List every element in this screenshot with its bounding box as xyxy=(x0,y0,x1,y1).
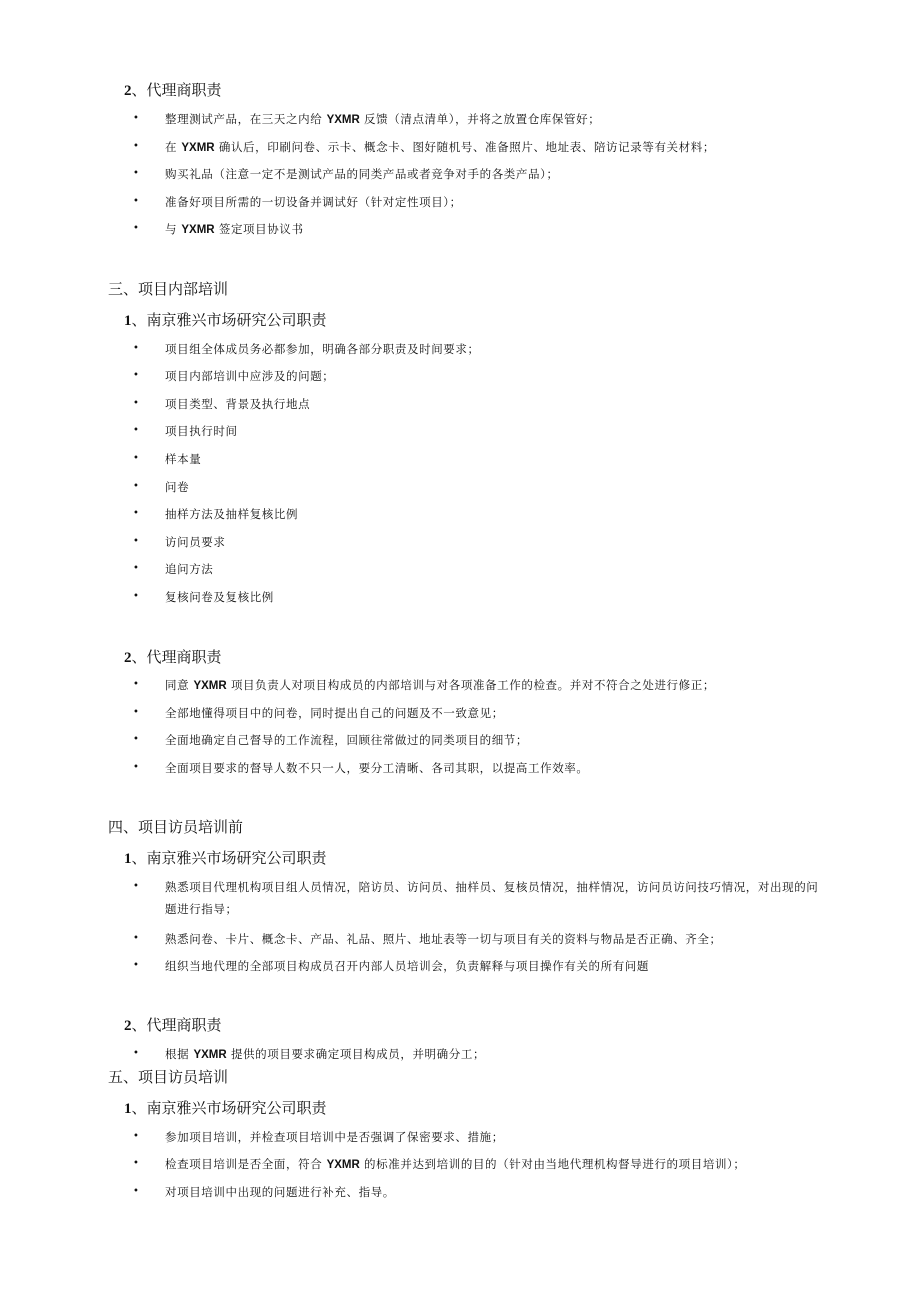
list-item-text: 全部地懂得项目中的问卷，同时提出自己的问题及不一致意见； xyxy=(165,706,504,720)
list-item-text: 访问员要求 xyxy=(165,535,226,549)
list-item xyxy=(133,531,833,553)
subsection-title: 、代理商职责 xyxy=(131,81,222,99)
subsection-heading xyxy=(124,80,222,101)
list-item xyxy=(133,729,833,751)
bullet-icon: • xyxy=(133,343,140,354)
bullet-icon: • xyxy=(133,734,140,745)
list-item xyxy=(133,136,833,159)
list-item-text: 追问方法 xyxy=(165,562,214,576)
list-item xyxy=(133,338,833,360)
list-item-text: 准备好项目所需的一切设备并调试好（针对定性项目）； xyxy=(165,195,462,209)
section-heading: 三、项目内部培训 xyxy=(108,280,229,298)
bullet-icon: • xyxy=(133,881,140,892)
list-item xyxy=(133,586,833,608)
list-item-text: 熟悉项目代理机构项目组人员情况，陪访员、访问员、抽样员、复核员情况，抽样情况，访问员访问技巧情况，对出现的问题进行指导； xyxy=(165,880,819,916)
list-item xyxy=(133,955,833,977)
list-item-text: 与 YXMR 签定项目协议书 xyxy=(165,222,304,236)
subsection-number: 1 xyxy=(124,313,132,329)
bullet-icon: • xyxy=(133,707,140,718)
list-item xyxy=(133,702,833,724)
list-item xyxy=(133,365,833,387)
list-item xyxy=(133,674,833,697)
subsection-number: 1 xyxy=(124,851,132,867)
list-item xyxy=(133,163,833,185)
list-item xyxy=(133,928,833,950)
subsection-number: 2 xyxy=(124,650,132,666)
bullet-icon: • xyxy=(133,1048,140,1059)
brand-name: YXMR xyxy=(193,1049,227,1061)
subsection-heading xyxy=(124,1015,222,1036)
bullet-icon: • xyxy=(133,536,140,547)
brand-name: YXMR xyxy=(193,680,227,692)
list-item xyxy=(133,503,833,525)
list-item-text: 项目内部培训中应涉及的问题； xyxy=(165,369,335,383)
subsection-number: 2 xyxy=(124,1018,132,1034)
list-item xyxy=(133,1043,833,1066)
bullet-icon: • xyxy=(133,168,140,179)
subsection-title: 、南京雅兴市场研究公司职责 xyxy=(131,311,327,329)
bullet-icon: • xyxy=(133,1131,140,1142)
list-item xyxy=(133,108,833,131)
list-item-text: 组织当地代理的全部项目构成员召开内部人员培训会，负责解释与项目操作有关的所有问题 xyxy=(165,959,649,973)
subsection-heading xyxy=(124,310,327,331)
bullet-icon: • xyxy=(133,591,140,602)
bullet-icon: • xyxy=(133,1158,140,1169)
list-item-text: 样本量 xyxy=(165,452,202,466)
bullet-icon: • xyxy=(133,453,140,464)
list-item-text: 对项目培训中出现的问题进行补充、指导。 xyxy=(165,1185,395,1199)
bullet-icon: • xyxy=(133,196,140,207)
bullet-icon: • xyxy=(133,223,140,234)
list-item-text: 复核问卷及复核比例 xyxy=(165,590,274,604)
subsection-number: 1 xyxy=(124,1101,132,1117)
list-item-text: 检查项目培训是否全面，符合 YXMR 的标准并达到培训的目的（针对由当地代理机构督导进行的项目培训）； xyxy=(165,1157,746,1171)
list-item-text: 全面地确定自己督导的工作流程，回顾往常做过的同类项目的细节； xyxy=(165,733,528,747)
list-item-text: 购买礼品（注意一定不是测试产品的同类产品或者竞争对手的各类产品）； xyxy=(165,167,559,181)
bullet-icon: • xyxy=(133,398,140,409)
list-item xyxy=(133,1153,833,1176)
subsection-title: 、南京雅兴市场研究公司职责 xyxy=(131,1099,327,1117)
list-item xyxy=(133,876,833,920)
list-item-text: 项目组全体成员务必都参加，明确各部分职责及时间要求； xyxy=(165,342,480,356)
bullet-icon: • xyxy=(133,762,140,773)
brand-name: YXMR xyxy=(181,224,215,236)
list-item xyxy=(133,420,833,442)
list-item xyxy=(133,757,833,779)
list-item xyxy=(133,393,833,415)
bullet-icon: • xyxy=(133,481,140,492)
list-item xyxy=(133,1181,833,1203)
list-item-text: 全面项目要求的督导人数不只一人，要分工清晰、各司其职，以提高工作效率。 xyxy=(165,761,589,775)
list-item-text: 熟悉问卷、卡片、概念卡、产品、礼品、照片、地址表等一切与项目有关的资料与物品是否正确、齐全； xyxy=(165,932,722,946)
section-heading: 四、项目访员培训前 xyxy=(108,818,244,836)
list-item xyxy=(133,448,833,470)
bullet-icon: • xyxy=(133,141,140,152)
bullet-icon: • xyxy=(133,933,140,944)
bullet-icon: • xyxy=(133,425,140,436)
list-item-text: 在 YXMR 确认后，印刷问卷、示卡、概念卡、图好随机号、准备照片、地址表、陪访记录等有关材料； xyxy=(165,140,715,154)
list-item-text: 问卷 xyxy=(165,480,190,494)
bullet-icon: • xyxy=(133,1186,140,1197)
list-item-text: 参加项目培训，并检查项目培训中是否强调了保密要求、措施； xyxy=(165,1130,504,1144)
list-item xyxy=(133,1126,833,1148)
brand-name: YXMR xyxy=(326,114,360,126)
brand-name: YXMR xyxy=(326,1159,360,1171)
bullet-icon: • xyxy=(133,113,140,124)
list-item-text: 同意 YXMR 项目负责人对项目构成员的内部培训与对各项准备工作的检查。并对不符合之处进行修正； xyxy=(165,678,715,692)
bullet-icon: • xyxy=(133,679,140,690)
list-item-text: 根据 YXMR 提供的项目要求确定项目构成员，并明确分工； xyxy=(165,1047,486,1061)
brand-name: YXMR xyxy=(181,142,215,154)
subsection-title: 、代理商职责 xyxy=(131,648,222,666)
list-item-text: 项目执行时间 xyxy=(165,424,238,438)
bullet-icon: • xyxy=(133,508,140,519)
bullet-icon: • xyxy=(133,370,140,381)
list-item xyxy=(133,476,833,498)
bullet-icon: • xyxy=(133,563,140,574)
list-item-text: 抽样方法及抽样复核比例 xyxy=(165,507,299,521)
bullet-icon: • xyxy=(133,960,140,971)
subsection-title: 、代理商职责 xyxy=(131,1016,222,1034)
subsection-heading xyxy=(124,848,327,869)
subsection-title: 、南京雅兴市场研究公司职责 xyxy=(131,849,327,867)
list-item xyxy=(133,218,833,241)
list-item xyxy=(133,191,833,213)
list-item xyxy=(133,558,833,580)
section-heading: 五、项目访员培训 xyxy=(108,1068,229,1086)
subsection-heading xyxy=(124,647,222,668)
list-item-text: 整理测试产品，在三天之内给 YXMR 反馈（清点清单），并将之放置仓库保管好； xyxy=(165,112,601,126)
list-item-text: 项目类型、背景及执行地点 xyxy=(165,397,311,411)
subsection-heading xyxy=(124,1098,327,1119)
subsection-number: 2 xyxy=(124,83,132,99)
